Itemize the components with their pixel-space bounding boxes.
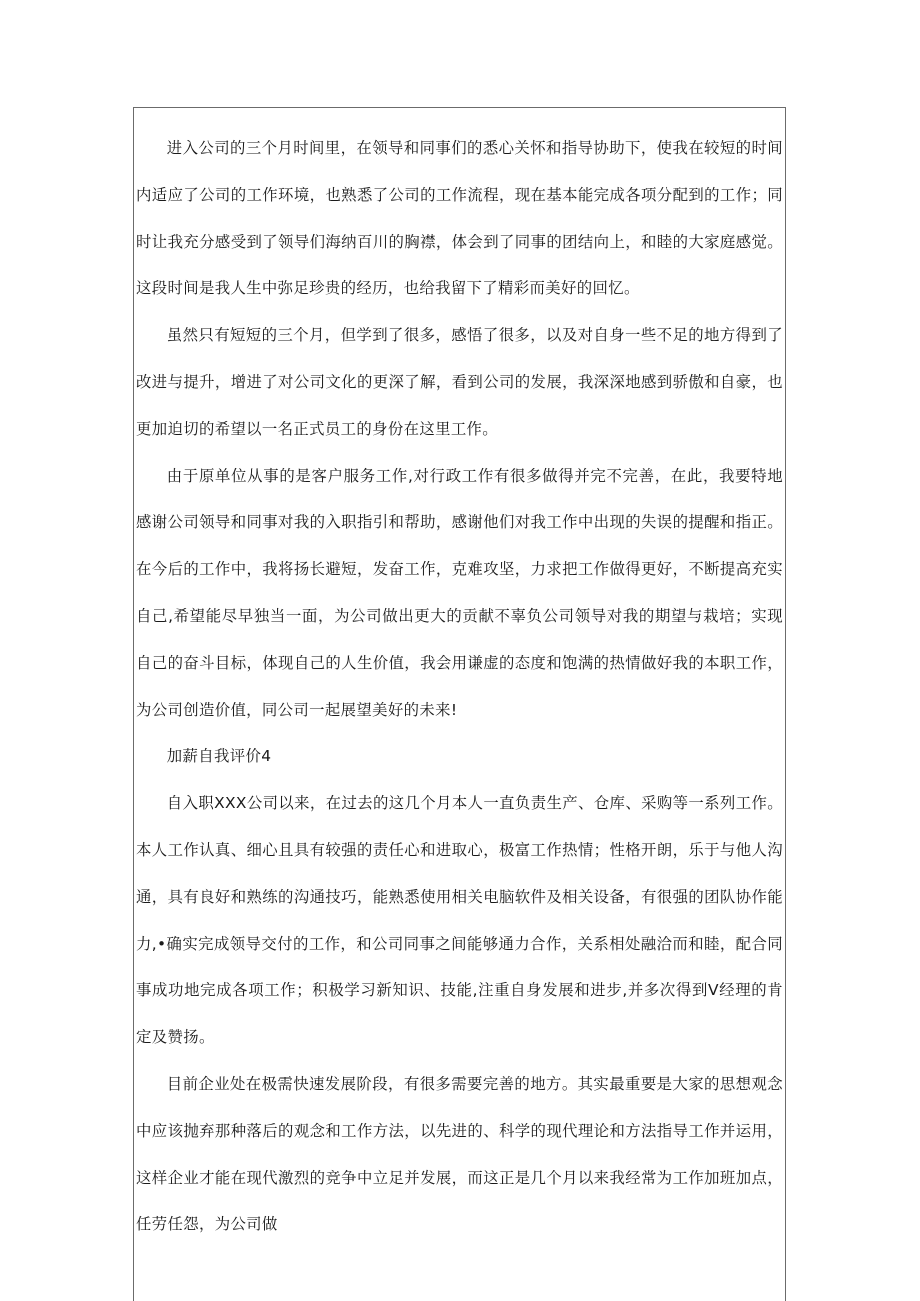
document-body bbox=[136, 125, 783, 1248]
paragraph-4: 自入职XXX公司以来，在过去的这几个月本人一直负责生产、仓库、采购等一系列工作。本人工作认真、细心且具有较强的责任心和进取心，极富工作热情；性格开朗，乐于与他人沟通，具有良好和熟练的沟通技巧，能熟悉使用相关电脑软件及相关设备，有很强的团队协作能力,•确实完成领导交付的工作，和公司同事之间能够通力合作，关系相处融洽而和睦，配合同事成功地完成各项工作；积极学习新知识、技能,注重自身发展和进步,并多次得到V经理的肯定及赞扬。 bbox=[136, 794, 783, 1047]
section-heading: 加薪自我评价4 bbox=[166, 747, 272, 766]
paragraph-3: 由于原单位从事的是客户服务工作,对行政工作有很多做得并完不完善，在此，我要特地感谢公司领导和同事对我的入职指引和帮助，感谢他们对我工作中出现的失误的提醒和指正。在今后的工作中，我将扬长避短，发奋工作，克难攻坚，力求把工作做得更好，不断提高充实自己,希望能尽早独当一面，为公司做出更大的贡献不辜负公司领导对我的期望与栽培；实现自己的奋斗目标，体现自己的人生价值，我会用谦虚的态度和饱满的热情做好我的本职工作，为公司创造价值，同公司一起展望美好的未来! bbox=[136, 466, 783, 719]
paragraph-2: 虽然只有短短的三个月，但学到了很多，感悟了很多，以及对自身一些不足的地方得到了改进与提升，增进了对公司文化的更深了解，看到公司的发展，我深深地感到骄傲和自豪，也更加迫切的希望以一名正式员工的身份在这里工作。 bbox=[136, 326, 783, 438]
paragraph-1: 进入公司的三个月时间里，在领导和同事们的悉心关怀和指导协助下，使我在较短的时间内适应了公司的工作环境，也熟悉了公司的工作流程，现在基本能完成各项分配到的工作；同时让我充分感受到了领导们海纳百川的胸襟，体会到了同事的团结向上，和睦的大家庭感觉。这段时间是我人生中弥足珍贵的经历，也给我留下了精彩而美好的回忆。 bbox=[136, 139, 783, 298]
paragraph-5: 目前企业处在极需快速发展阶段，有很多需要完善的地方。其实最重要是大家的思想观念中应该抛弃那种落后的观念和工作方法，以先进的、科学的现代理论和方法指导工作并运用，这样企业才能在现代激烈的竞争中立足并发展，而这正是几个月以来我经常为工作加班加点，任劳任怨，为公司做 bbox=[136, 1074, 783, 1234]
document-page bbox=[133, 107, 786, 1301]
